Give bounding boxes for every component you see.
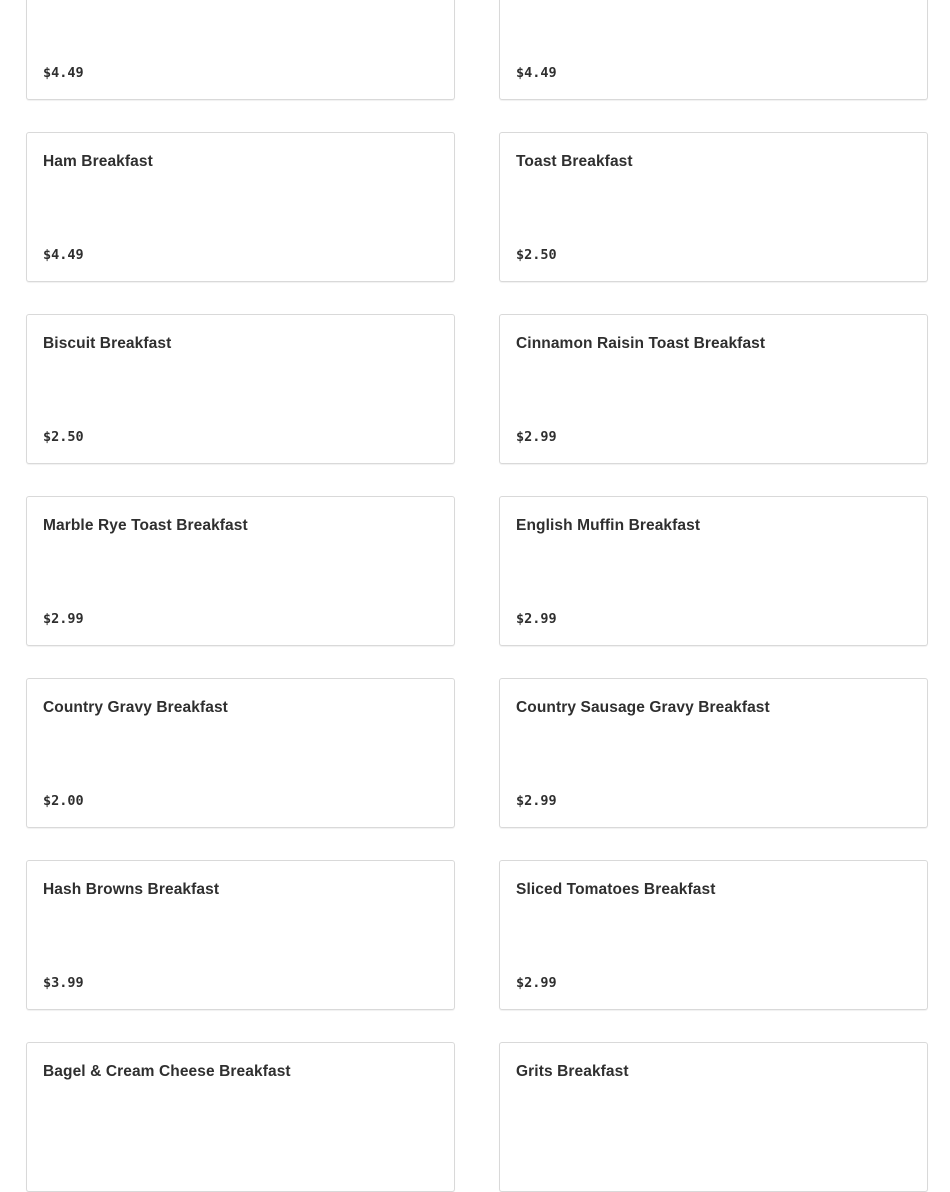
- menu-item-card[interactable]: [26, 1042, 455, 1192]
- menu-item-price: $3.99: [43, 975, 84, 991]
- menu-item-name: Ham Breakfast: [43, 153, 153, 170]
- menu-item-card[interactable]: [26, 678, 455, 828]
- menu-item-card[interactable]: [26, 132, 455, 282]
- menu-item-price: $2.99: [43, 611, 84, 627]
- menu-item-card[interactable]: [499, 314, 928, 464]
- menu-item-name: Bagel & Cream Cheese Breakfast: [43, 1063, 291, 1080]
- menu-item-price: $2.00: [43, 793, 84, 809]
- menu-item-card[interactable]: [26, 0, 455, 100]
- menu-item-name: Grits Breakfast: [516, 1063, 629, 1080]
- menu-item-name: English Muffin Breakfast: [516, 517, 701, 534]
- menu-item-price: $2.99: [516, 611, 557, 627]
- menu-item-name: Biscuit Breakfast: [43, 335, 172, 352]
- menu-item-name: Hash Browns Breakfast: [43, 881, 220, 898]
- menu-item-price: $2.99: [516, 429, 557, 445]
- menu-item-price: $4.49: [43, 65, 84, 81]
- menu-item-name: Country Sausage Gravy Breakfast: [516, 699, 770, 716]
- menu-item-price: $2.50: [516, 247, 557, 263]
- menu-item-price: $2.50: [43, 429, 84, 445]
- menu-item-price: $4.49: [43, 247, 84, 263]
- menu-item-card[interactable]: [499, 132, 928, 282]
- menu-item-card[interactable]: [26, 496, 455, 646]
- menu-item-name: Cinnamon Raisin Toast Breakfast: [516, 335, 766, 352]
- menu-item-card[interactable]: [499, 1042, 928, 1192]
- menu-item-price: $4.49: [516, 65, 557, 81]
- menu-item-card[interactable]: [26, 314, 455, 464]
- menu-item-price: $2.99: [516, 793, 557, 809]
- menu-item-card[interactable]: [499, 0, 928, 100]
- menu-item-price: $2.99: [516, 975, 557, 991]
- menu-item-name: Country Gravy Breakfast: [43, 699, 228, 716]
- menu-item-card[interactable]: [499, 860, 928, 1010]
- menu-item-name: Sliced Tomatoes Breakfast: [516, 881, 716, 898]
- menu-item-card[interactable]: [499, 496, 928, 646]
- menu-item-name: Toast Breakfast: [516, 153, 633, 170]
- menu-item-card[interactable]: [499, 678, 928, 828]
- menu-item-card[interactable]: [26, 860, 455, 1010]
- menu-item-name: Marble Rye Toast Breakfast: [43, 517, 248, 534]
- menu-item-grid: [26, 0, 928, 1192]
